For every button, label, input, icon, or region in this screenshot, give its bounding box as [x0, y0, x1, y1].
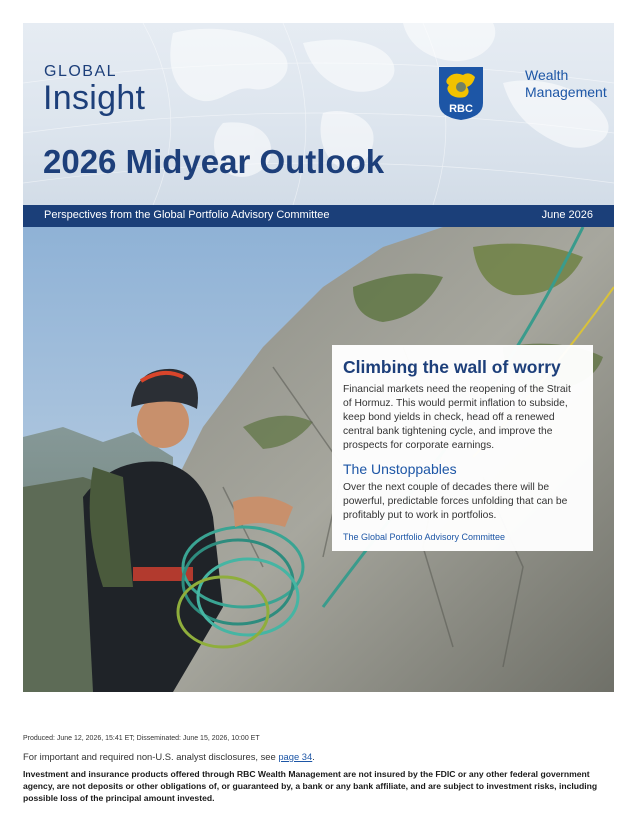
logo-wordmark-line1: Wealth: [525, 67, 569, 83]
disclosure-suffix: .: [312, 751, 315, 762]
brand-insight-label: Insight: [43, 79, 146, 117]
subtitle-text: Perspectives from the Global Portfolio Advisory Committee: [44, 209, 330, 221]
card-body-2: Over the next couple of decades there will be powerful, predictable forces unfolding that can be profitably put to work in portfolios.: [343, 482, 568, 521]
legal-disclaimer: Investment and insurance products offered through RBC Wealth Management are not insured by the FDIC or any other federal government agency, are not deposits or other obligations of, or guaranteed by, a bank or any bank affiliate, and are subject to investment risks, including possible loss of the principal amount invested.: [23, 769, 598, 803]
card-heading: Climbing the wall of worry: [343, 357, 561, 377]
logo-mark-text: RBC: [449, 103, 473, 115]
logo-wordmark: [525, 67, 607, 101]
brand-global-label: GLOBAL: [44, 63, 118, 80]
issue-date: June 2026: [541, 209, 593, 221]
cover-header: [23, 23, 614, 205]
card-subheading: The Unstoppables: [343, 461, 457, 477]
disclosure-prefix: For important and required non-U.S. analyst disclosures, see: [23, 751, 279, 762]
card-body-1: Financial markets need the reopening of the Strait of Hormuz. This would permit inflation to subside, keep bond yields in check, head off a renewed central bank tightening cycle, and improve the prospects for corporate earnings.: [343, 384, 571, 451]
produced-line: Produced: June 12, 2026, 15:41 ET; Disseminated: June 15, 2026, 10:00 ET: [23, 735, 260, 742]
page-title: 2026 Midyear Outlook: [43, 143, 385, 180]
rbc-lion-globe-logo-icon: [437, 65, 485, 121]
feature-card: [332, 345, 593, 551]
subtitle-bar: [23, 205, 614, 227]
logo-wordmark-line2: Management: [525, 84, 607, 100]
disclosure-page-link[interactable]: page 34: [278, 751, 313, 762]
disclosure-line: [23, 751, 315, 762]
card-byline: The Global Portfolio Advisory Committee: [343, 532, 506, 542]
